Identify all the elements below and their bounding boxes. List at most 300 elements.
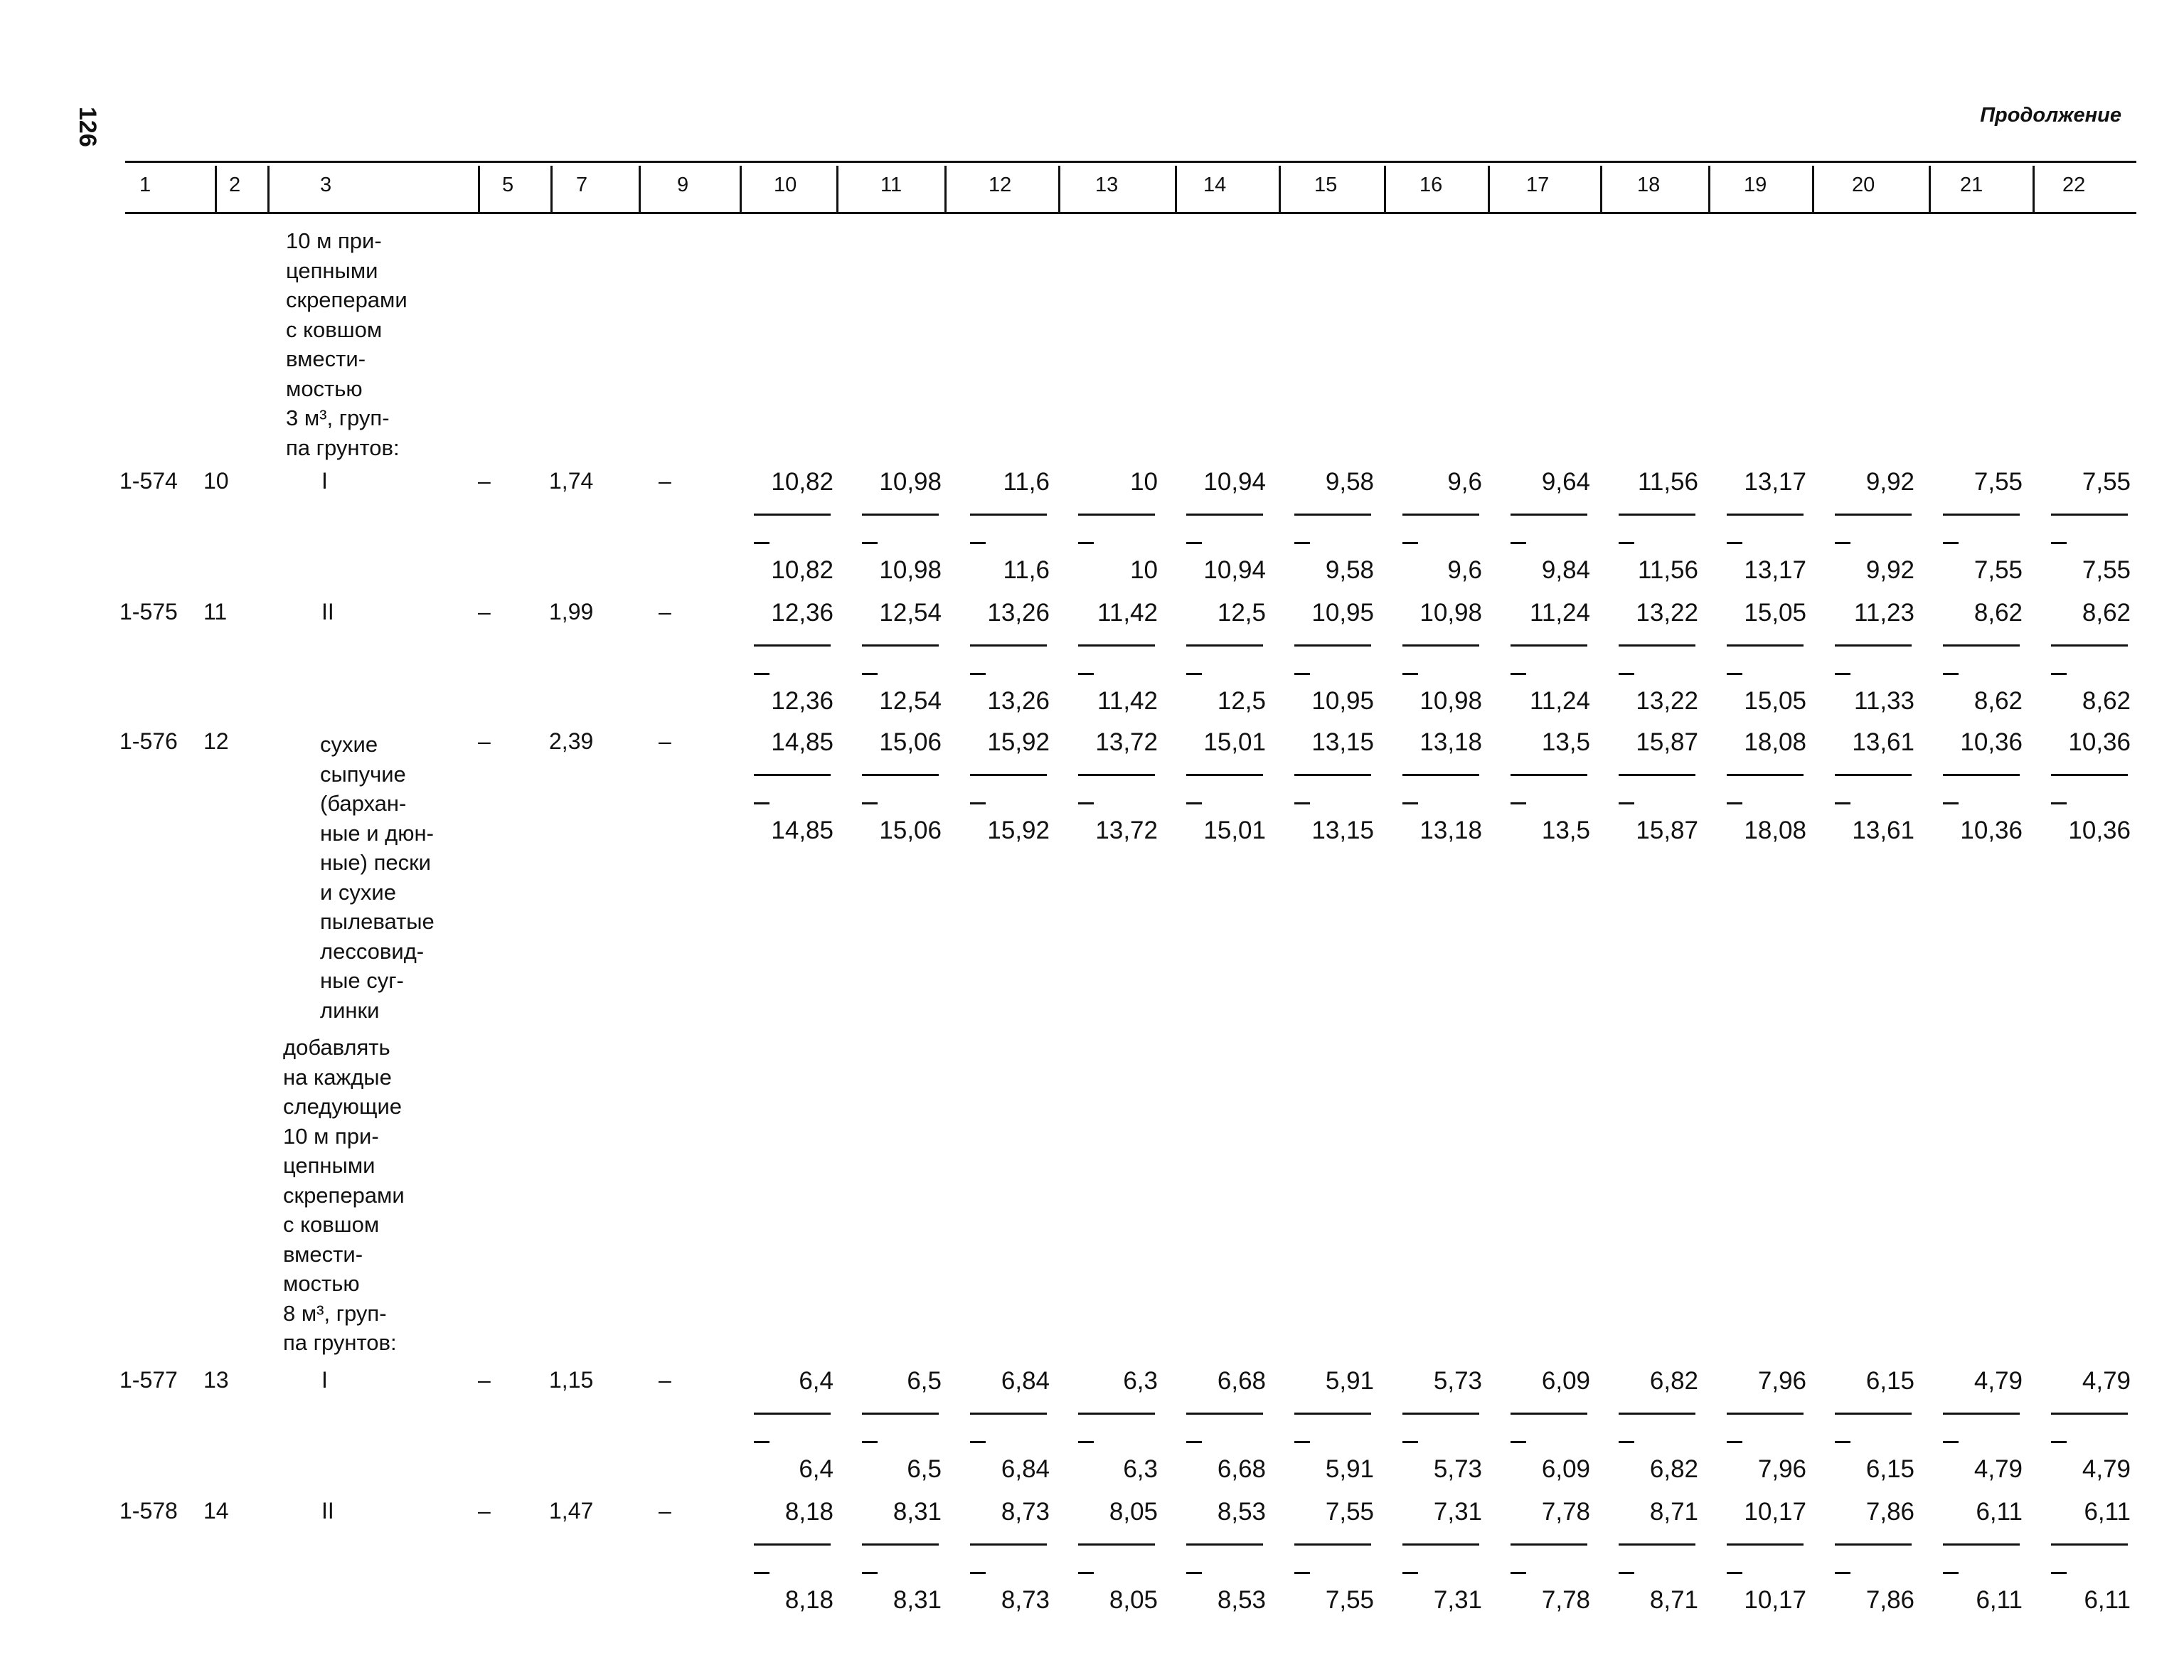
table-row-1-578-fraction-mark [1619, 1572, 1634, 1574]
table-row-1-576-fraction-mark [1727, 802, 1742, 804]
table-row-1-578-fraction-mark [1402, 1572, 1418, 1574]
table-row-1-575-fraction-mark [2051, 673, 2067, 675]
table-row-1-578-value-bottom: 6,11 [1976, 1586, 2023, 1614]
table-row-1-575-value-top: 12,54 [879, 599, 942, 627]
table-row-1-575-fraction-mark [1402, 673, 1418, 675]
header-separator [1175, 166, 1177, 214]
table-row-1-577-fraction-mark [1727, 1441, 1742, 1443]
table-row-1-574-value-bottom: 7,55 [1973, 556, 2023, 584]
table-row-1-578-value-bottom: 8,05 [1109, 1586, 1158, 1614]
table-row-1-577-fraction-bar [1294, 1413, 1371, 1415]
header-separator [2033, 166, 2035, 214]
table-row-1-574-fraction-mark [1727, 542, 1742, 544]
table-row-1-578-code: 1-578 [119, 1498, 178, 1524]
table-row-1-574-num: 10 [203, 468, 229, 494]
table-row-1-578-value-bottom: 8,53 [1217, 1586, 1266, 1614]
table-row-1-578-value-top: 8,73 [1001, 1498, 1050, 1526]
table-row-1-577-value-top: 5,73 [1433, 1367, 1482, 1395]
page-number: 126 [74, 107, 101, 147]
table-row-1-575-value-top: 12,36 [771, 599, 833, 627]
table-row-1-578-value-bottom: 7,78 [1541, 1586, 1590, 1614]
description-line: сыпучие [320, 761, 406, 787]
description-line: мостью [283, 1271, 360, 1296]
header-col-3: 3 [320, 174, 332, 196]
table-row-1-577-value-bottom: 6,5 [907, 1455, 942, 1483]
table-row-1-574-value-bottom: 10,82 [771, 556, 833, 584]
table-row-1-577-fraction-mark [1078, 1441, 1094, 1443]
header-col-15: 15 [1314, 174, 1338, 196]
table-row-1-575-fraction-bar [1078, 644, 1155, 647]
table-row-1-575-value-bottom: 12,36 [771, 687, 833, 715]
header-separator [1600, 166, 1602, 214]
table-row-1-578-value-top: 8,05 [1109, 1498, 1158, 1526]
table-row-1-578-fraction-mark [1078, 1572, 1094, 1574]
table-row-1-578-value-top: 6,11 [2084, 1498, 2131, 1526]
table-row-1-577-value-bottom: 7,96 [1757, 1455, 1806, 1483]
description-line: па грунтов: [283, 1330, 397, 1355]
table-row-1-577-value-top: 6,84 [1001, 1367, 1050, 1395]
table-row-1-574-value-bottom: 9,6 [1447, 556, 1482, 584]
header-separator [1708, 166, 1710, 214]
table-row-1-575-value-top: 12,5 [1217, 599, 1266, 627]
description-line: ные) пески [320, 850, 431, 875]
table-row-1-578-fraction-mark [2051, 1572, 2067, 1574]
table-row-1-574-value-bottom: 9,58 [1325, 556, 1374, 584]
table-row-1-575-fraction-mark [1186, 673, 1202, 675]
table-row-1-574-group: I [321, 468, 328, 494]
table-row-1-577-c7: 1,15 [549, 1367, 594, 1393]
table-row-1-578-value-bottom: 6,11 [2084, 1586, 2131, 1614]
description-line: цепными [283, 1153, 375, 1178]
description-line: на каждые [283, 1064, 392, 1090]
table-row-1-577-fraction-bar [1943, 1413, 2020, 1415]
table-row-1-574-code: 1-574 [119, 468, 178, 494]
header-col-20: 20 [1852, 174, 1875, 196]
table-row-1-576-value-top: 14,85 [771, 728, 833, 756]
header-separator [1929, 166, 1931, 214]
table-row-1-574-c7: 1,74 [549, 468, 594, 494]
table-row-1-575-fraction-bar [1402, 644, 1479, 647]
table-row-1-575-fraction-mark [1727, 673, 1742, 675]
table-row-1-578-c5: – [478, 1498, 491, 1524]
table-row-1-578-value-top: 8,31 [893, 1498, 942, 1526]
table-row-1-575-fraction-bar [1943, 644, 2020, 647]
table-row-1-577-fraction-bar [1835, 1413, 1912, 1415]
table-row-1-577-value-top: 6,09 [1541, 1367, 1590, 1395]
table-row-1-576-value-bottom: 18,08 [1744, 817, 1806, 844]
table-row-1-577-fraction-bar [1619, 1413, 1695, 1415]
table-row-1-577-value-bottom: 6,09 [1541, 1455, 1590, 1483]
table-row-1-574-c5: – [478, 468, 491, 494]
table-row-1-576-value-bottom: 14,85 [771, 817, 833, 844]
table-row-1-574-fraction-mark [1186, 542, 1202, 544]
table-row-1-577-value-top: 6,3 [1123, 1367, 1158, 1395]
table-row-1-578-value-top: 8,71 [1649, 1498, 1698, 1526]
table-row-1-575-fraction-mark [1943, 673, 1959, 675]
table-row-1-575-value-top: 10,95 [1311, 599, 1374, 627]
table-row-1-578-value-top: 8,53 [1217, 1498, 1266, 1526]
table-row-1-574-fraction-mark [1078, 542, 1094, 544]
table-row-1-578-fraction-bar [1078, 1543, 1155, 1546]
table-row-1-578-fraction-bar [1511, 1543, 1587, 1546]
table-row-1-578-fraction-mark [1186, 1572, 1202, 1574]
table-row-1-576-fraction-mark [1511, 802, 1526, 804]
table-row-1-577-value-top: 6,15 [1865, 1367, 1914, 1395]
table-row-1-577-fraction-mark [862, 1441, 878, 1443]
table-row-1-575-value-bottom: 13,26 [987, 687, 1050, 715]
header-col-11: 11 [880, 174, 902, 196]
table-row-1-576-value-top: 18,08 [1744, 728, 1806, 756]
table-row-1-575-value-top: 10,98 [1419, 599, 1482, 627]
table-row-1-578-value-bottom: 7,86 [1865, 1586, 1914, 1614]
table-row-1-574-fraction-bar [1294, 514, 1371, 516]
table-row-1-576-value-top: 10,36 [1960, 728, 2023, 756]
table-row-1-576-fraction-bar [1835, 774, 1912, 776]
table-row-1-575-value-top: 8,62 [2082, 599, 2131, 627]
table-row-1-577-c9: – [659, 1367, 671, 1393]
table-row-1-574-fraction-mark [970, 542, 986, 544]
table-row-1-576-fraction-bar [754, 774, 831, 776]
description-first [286, 226, 492, 462]
table-row-1-576-value-top: 13,18 [1419, 728, 1482, 756]
table-row-1-577-value-bottom: 6,4 [799, 1455, 833, 1483]
table-row-1-578-fraction-bar [1619, 1543, 1695, 1546]
description-line: пылеватые [320, 909, 435, 934]
table-row-1-578-fraction-mark [1727, 1572, 1742, 1574]
table-row-1-577-fraction-mark [1943, 1441, 1959, 1443]
table-row-1-576-fraction-bar [862, 774, 939, 776]
header-top-rule [125, 161, 2136, 163]
table-row-1-578-value-top: 7,31 [1433, 1498, 1482, 1526]
table-row-1-577-value-bottom: 6,82 [1649, 1455, 1698, 1483]
table-row-1-577-value-top: 6,4 [799, 1367, 833, 1395]
table-row-1-574-value-top: 10,82 [771, 468, 833, 496]
table-row-1-574-value-top: 11,6 [1003, 468, 1050, 496]
description-line: 3 м³, груп- [286, 405, 390, 430]
table-row-1-574-fraction-bar [1186, 514, 1263, 516]
table-row-1-576-fraction-bar [1943, 774, 2020, 776]
table-row-1-578-value-bottom: 8,71 [1649, 1586, 1698, 1614]
table-row-1-574-value-top: 9,92 [1865, 468, 1914, 496]
table-row-1-578-fraction-bar [754, 1543, 831, 1546]
table-row-1-574-c9: – [659, 468, 671, 494]
table-row-1-578-value-bottom: 7,31 [1433, 1586, 1482, 1614]
table-row-1-578-value-bottom: 8,31 [893, 1586, 942, 1614]
header-col-12: 12 [989, 174, 1012, 196]
header-separator [478, 166, 480, 214]
table-row-1-577-value-bottom: 6,84 [1001, 1455, 1050, 1483]
table-row-1-576-fraction-mark [1078, 802, 1094, 804]
table-row-1-576-value-bottom: 13,72 [1095, 817, 1158, 844]
table-row-1-574-value-top: 9,64 [1541, 468, 1590, 496]
table-row-1-576-fraction-bar [2051, 774, 2128, 776]
table-row-1-577-value-top: 4,79 [1973, 1367, 2023, 1395]
table-row-1-575-value-top: 11,42 [1097, 599, 1158, 627]
table-row-1-575-fraction-mark [862, 673, 878, 675]
description-line: па грунтов: [286, 435, 400, 460]
table-row-1-578-value-bottom: 7,55 [1325, 1586, 1374, 1614]
table-row-1-575-value-bottom: 11,33 [1854, 687, 1914, 715]
table-row-1-577-value-top: 7,96 [1757, 1367, 1806, 1395]
table-row-1-578-num: 14 [203, 1498, 229, 1524]
header-col-2: 2 [229, 174, 241, 196]
description-line: 8 м³, груп- [283, 1300, 387, 1326]
table-row-1-574-value-bottom: 10,98 [879, 556, 942, 584]
table-row-1-576-value-top: 15,06 [879, 728, 942, 756]
header-separator [639, 166, 641, 214]
header-col-7: 7 [576, 174, 588, 196]
table-row-1-578-fraction-mark [970, 1572, 986, 1574]
table-row-1-574-fraction-bar [1943, 514, 2020, 516]
table-row-1-577-fraction-bar [754, 1413, 831, 1415]
table-row-1-578-value-top: 10,17 [1744, 1498, 1806, 1526]
table-row-1-577-fraction-bar [862, 1413, 939, 1415]
header-separator [836, 166, 838, 214]
description-line: вмести- [283, 1241, 363, 1267]
table-row-1-576-fraction-mark [1943, 802, 1959, 804]
table-row-1-577-value-top: 4,79 [2082, 1367, 2131, 1395]
table-row-1-574-fraction-bar [1402, 514, 1479, 516]
table-row-1-577-fraction-mark [1294, 1441, 1310, 1443]
table-row-1-578-fraction-mark [754, 1572, 769, 1574]
header-col-21: 21 [1960, 174, 1983, 196]
table-row-1-574-value-top: 10 [1130, 468, 1158, 496]
description-line: вмести- [286, 346, 366, 371]
table-row-1-574-value-bottom: 9,92 [1865, 556, 1914, 584]
table-row-1-577-value-bottom: 4,79 [1973, 1455, 2023, 1483]
table-row-1-576-c7: 2,39 [549, 728, 594, 754]
table-row-1-576-value-bottom: 13,18 [1419, 817, 1482, 844]
description-line: с ковшом [283, 1212, 380, 1237]
table-row-1-578-fraction-bar [970, 1543, 1047, 1546]
table-row-1-574-fraction-bar [1619, 514, 1695, 516]
description-line: сухие [320, 732, 378, 757]
table-row-1-574-value-bottom: 10,94 [1203, 556, 1266, 584]
header-separator [267, 166, 270, 214]
table-row-1-576-fraction-mark [970, 802, 986, 804]
table-row-1-577-num: 13 [203, 1367, 229, 1393]
table-row-1-576-fraction-bar [1511, 774, 1587, 776]
table-row-1-577-value-bottom: 4,79 [2082, 1455, 2131, 1483]
header-separator [1488, 166, 1490, 214]
table-row-1-574-value-top: 13,17 [1744, 468, 1806, 496]
table-row-1-575-fraction-mark [754, 673, 769, 675]
table-row-1-576-value-top: 13,61 [1852, 728, 1914, 756]
table-row-1-575-fraction-mark [1619, 673, 1634, 675]
table-row-1-577-fraction-bar [1186, 1413, 1263, 1415]
header-bottom-rule [125, 212, 2136, 214]
table-row-1-575-value-bottom: 8,62 [1973, 687, 2023, 715]
table-row-1-578-fraction-mark [1943, 1572, 1959, 1574]
table-row-1-576-fraction-bar [1186, 774, 1263, 776]
table-row-1-577-c5: – [478, 1367, 491, 1393]
table-row-1-574-fraction-bar [1078, 514, 1155, 516]
table-row-1-578-fraction-bar [1294, 1543, 1371, 1546]
header-col-16: 16 [1419, 174, 1443, 196]
header-col-22: 22 [2062, 174, 2086, 196]
table-row-1-576-fraction-mark [1294, 802, 1310, 804]
table-row-1-576-value-bottom: 15,92 [987, 817, 1050, 844]
table-row-1-574-value-bottom: 9,84 [1541, 556, 1590, 584]
table-row-1-575-c5: – [478, 599, 491, 624]
header-separator [1812, 166, 1814, 214]
table-row-1-577-fraction-mark [970, 1441, 986, 1443]
table-row-1-575-value-bottom: 10,98 [1419, 687, 1482, 715]
table-row-1-575-value-top: 11,23 [1854, 599, 1914, 627]
table-row-1-577-code: 1-577 [119, 1367, 178, 1393]
table-row-1-576-value-bottom: 13,5 [1541, 817, 1590, 844]
description-line: лессовид- [320, 938, 425, 964]
table-row-1-578-fraction-bar [862, 1543, 939, 1546]
table-row-1-574-fraction-bar [1511, 514, 1587, 516]
description-second [283, 1033, 489, 1358]
table-row-1-574-fraction-bar [862, 514, 939, 516]
table-row-1-576-code: 1-576 [119, 728, 178, 754]
table-row-1-575-fraction-mark [1078, 673, 1094, 675]
header-separator [1279, 166, 1281, 214]
table-row-1-576-fraction-mark [1835, 802, 1850, 804]
table-row-1-575-fraction-bar [754, 644, 831, 647]
description-line: с ковшом [286, 317, 383, 342]
table-row-1-574-fraction-bar [2051, 514, 2128, 516]
table-row-1-575-fraction-bar [862, 644, 939, 647]
table-row-1-577-value-top: 6,82 [1649, 1367, 1698, 1395]
description-line: линки [320, 997, 380, 1023]
table-row-1-575-group: II [321, 599, 334, 624]
table-row-1-574-fraction-bar [970, 514, 1047, 516]
table-row-1-575-fraction-bar [1294, 644, 1371, 647]
table-row-1-577-fraction-mark [1186, 1441, 1202, 1443]
table-row-1-576-value-bottom: 15,06 [879, 817, 942, 844]
table-row-1-575-fraction-bar [1835, 644, 1912, 647]
table-row-1-576-fraction-bar [1294, 774, 1371, 776]
table-row-1-576-fraction-mark [862, 802, 878, 804]
header-separator [740, 166, 742, 214]
description-sand [320, 730, 526, 1025]
table-row-1-574-value-bottom: 11,6 [1003, 556, 1050, 584]
table-row-1-577-fraction-bar [1078, 1413, 1155, 1415]
table-row-1-574-fraction-mark [1619, 542, 1634, 544]
table-row-1-574-fraction-mark [1294, 542, 1310, 544]
table-row-1-574-fraction-mark [1943, 542, 1959, 544]
table-row-1-575-fraction-bar [1186, 644, 1263, 647]
table-row-1-575-fraction-bar [1619, 644, 1695, 647]
table-row-1-576-value-bottom: 15,01 [1203, 817, 1266, 844]
table-row-1-575-value-bottom: 15,05 [1744, 687, 1806, 715]
table-row-1-576-fraction-mark [1619, 802, 1634, 804]
table-row-1-576-c9: – [659, 728, 671, 754]
table-row-1-575-value-bottom: 12,54 [879, 687, 942, 715]
table-row-1-577-fraction-mark [1619, 1441, 1634, 1443]
table-row-1-578-fraction-bar [1943, 1543, 2020, 1546]
table-row-1-576-fraction-bar [1078, 774, 1155, 776]
table-row-1-577-value-bottom: 6,15 [1865, 1455, 1914, 1483]
table-row-1-576-value-top: 13,72 [1095, 728, 1158, 756]
continuation-label: Продолжение [1980, 104, 2121, 127]
table-row-1-577-fraction-mark [1511, 1441, 1526, 1443]
table-row-1-575-fraction-bar [970, 644, 1047, 647]
table-row-1-577-fraction-mark [1402, 1441, 1418, 1443]
table-row-1-575-fraction-mark [1511, 673, 1526, 675]
table-row-1-576-num: 12 [203, 728, 229, 754]
header-col-19: 19 [1744, 174, 1767, 196]
table-row-1-575-value-bottom: 11,24 [1530, 687, 1590, 715]
table-row-1-576-fraction-bar [1402, 774, 1479, 776]
table-row-1-575-value-top: 11,24 [1530, 599, 1590, 627]
table-row-1-578-value-top: 7,55 [1325, 1498, 1374, 1526]
table-row-1-575-value-top: 15,05 [1744, 599, 1806, 627]
table-row-1-574-value-top: 10,98 [879, 468, 942, 496]
table-row-1-574-fraction-mark [862, 542, 878, 544]
table-row-1-578-fraction-bar [1402, 1543, 1479, 1546]
table-row-1-575-c9: – [659, 599, 671, 624]
table-row-1-577-value-top: 6,5 [907, 1367, 942, 1395]
description-line: мостью [286, 376, 363, 401]
table-row-1-576-value-bottom: 13,15 [1311, 817, 1374, 844]
description-line: следующие [283, 1094, 403, 1119]
table-row-1-578-value-bottom: 8,73 [1001, 1586, 1050, 1614]
header-separator [1058, 166, 1060, 214]
table-row-1-574-value-top: 11,56 [1638, 468, 1698, 496]
table-row-1-577-value-bottom: 6,68 [1217, 1455, 1266, 1483]
table-row-1-576-fraction-mark [1186, 802, 1202, 804]
table-row-1-578-value-top: 7,78 [1541, 1498, 1590, 1526]
header-col-9: 9 [677, 174, 689, 196]
description-line: (бархан- [320, 791, 407, 816]
table-row-1-578-value-bottom: 10,17 [1744, 1586, 1806, 1614]
table-row-1-575-value-bottom: 11,42 [1097, 687, 1158, 715]
header-col-14: 14 [1203, 174, 1227, 196]
header-col-10: 10 [774, 174, 797, 196]
table-row-1-578-group: II [321, 1498, 334, 1524]
description-line: скреперами [283, 1182, 405, 1208]
table-row-1-577-fraction-bar [1727, 1413, 1804, 1415]
description-line: ные и дюн- [320, 820, 434, 846]
table-row-1-577-fraction-bar [2051, 1413, 2128, 1415]
table-row-1-574-value-bottom: 11,56 [1638, 556, 1698, 584]
table-row-1-576-value-top: 15,92 [987, 728, 1050, 756]
table-row-1-575-fraction-bar [1511, 644, 1587, 647]
header-separator [550, 166, 553, 214]
table-row-1-578-fraction-mark [1511, 1572, 1526, 1574]
table-row-1-575-fraction-mark [1294, 673, 1310, 675]
table-row-1-576-value-bottom: 10,36 [1960, 817, 2023, 844]
table-row-1-574-value-bottom: 10 [1130, 556, 1158, 584]
table-row-1-576-fraction-mark [2051, 802, 2067, 804]
table-row-1-577-value-bottom: 5,91 [1325, 1455, 1374, 1483]
table-row-1-575-value-bottom: 8,62 [2082, 687, 2131, 715]
table-row-1-578-value-bottom: 8,18 [784, 1586, 833, 1614]
table-row-1-578-fraction-bar [1727, 1543, 1804, 1546]
table-row-1-574-value-top: 7,55 [1973, 468, 2023, 496]
table-row-1-577-fraction-mark [754, 1441, 769, 1443]
table-row-1-577-value-top: 5,91 [1325, 1367, 1374, 1395]
table-row-1-574-fraction-mark [2051, 542, 2067, 544]
table-row-1-578-fraction-mark [1835, 1572, 1850, 1574]
table-row-1-575-fraction-mark [970, 673, 986, 675]
header-col-13: 13 [1095, 174, 1119, 196]
table-row-1-576-value-bottom: 10,36 [2068, 817, 2131, 844]
table-row-1-578-value-top: 8,18 [784, 1498, 833, 1526]
table-row-1-575-num: 11 [203, 599, 228, 624]
header-separator [215, 166, 217, 214]
table-row-1-577-value-bottom: 5,73 [1433, 1455, 1482, 1483]
header-separator [944, 166, 947, 214]
table-row-1-576-fraction-bar [1727, 774, 1804, 776]
table-row-1-574-fraction-mark [754, 542, 769, 544]
table-row-1-576-fraction-mark [754, 802, 769, 804]
table-row-1-576-value-top: 13,15 [1311, 728, 1374, 756]
